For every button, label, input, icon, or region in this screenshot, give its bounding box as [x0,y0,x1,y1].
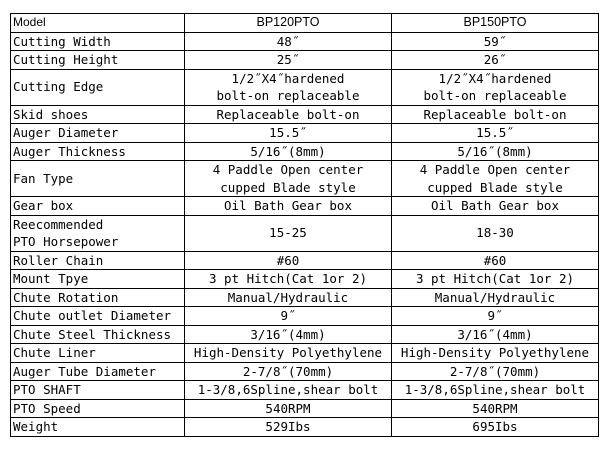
spec-label-line: Mount Tpye [13,271,89,286]
spec-table [10,13,599,437]
spec-value-bp150pto-line: 26˝ [483,52,507,67]
spec-value-bp150pto [392,418,599,437]
spec-label [11,362,185,381]
spec-value-bp150pto [392,105,599,124]
spec-label [11,51,185,70]
spec-row [11,142,599,161]
spec-label-line: Chute Liner [13,345,96,360]
spec-label-line: Fan Type [13,170,74,186]
spec-value-bp150pto-line: 59˝ [483,33,507,49]
spec-label-line: PTO Horsepower [13,234,119,249]
spec-value-bp150pto-line: 695Ibs [472,419,518,434]
spec-row [11,325,599,344]
spec-label [11,344,185,363]
spec-label [11,197,185,216]
spec-value-bp150pto-line: 3/16˝(4mm) [457,326,533,342]
spec-value-bp120pto-line: Oil Bath Gear box [224,198,352,213]
spec-value-bp120pto [185,270,392,289]
spec-row [11,270,599,289]
spec-row [11,418,599,437]
spec-value-bp120pto-line: 25˝ [276,52,300,67]
spec-row [11,161,599,197]
spec-row [11,251,599,270]
spec-value-bp120pto-line: 3/16˝(4mm) [250,326,326,342]
spec-label-line: Cutting Width [13,33,111,49]
spec-value-bp120pto-line: #60 [276,252,300,268]
spec-value-bp120pto-line: bolt-on replaceable [216,88,360,103]
spec-value-bp120pto-line: Replaceable bolt-on [216,106,360,122]
spec-value-bp120pto-line: 4 Paddle Open center [212,162,364,177]
spec-value-bp150pto [392,161,599,197]
spec-label-line: Cutting Height [13,52,119,67]
spec-value-bp120pto-line: 529Ibs [265,419,311,434]
header-model-bp120pto: BP120PTO [185,14,392,33]
spec-label-line: PTO Speed [13,400,81,416]
spec-label-line: Chute Rotation [13,289,119,305]
spec-value-bp120pto-line: cupped Blade style [220,179,356,195]
spec-value-bp150pto-line: 5/16˝(8mm) [457,143,533,159]
spec-value-bp150pto-line: 1-3/8,6Spline,shear bolt [404,382,586,397]
spec-row [11,381,599,400]
spec-row [11,307,599,326]
spec-value-bp120pto [185,161,392,197]
spec-value-bp150pto-line: 1/2˝X4˝hardened [438,70,552,86]
spec-label-line: Gear box [13,198,74,213]
spec-row [11,105,599,124]
spec-value-bp150pto [392,307,599,326]
spec-value-bp150pto-line: bolt-on replaceable [423,88,567,103]
spec-value-bp150pto [392,142,599,161]
spec-row [11,32,599,51]
spec-row [11,51,599,70]
spec-label [11,161,185,197]
spec-value-bp120pto [185,307,392,326]
spec-value-bp120pto-line: 5/16˝(8mm) [250,143,326,159]
spec-value-bp120pto [185,142,392,161]
spec-value-bp120pto [185,362,392,381]
spec-label-line: Chute outlet Diameter [13,308,172,323]
spec-value-bp120pto [185,197,392,216]
spec-label [11,325,185,344]
spec-label [11,215,185,251]
spec-value-bp120pto-line: 15-25 [269,225,307,241]
spec-value-bp150pto-line: 9˝ [487,308,503,323]
spec-row [11,197,599,216]
spec-label [11,251,185,270]
spec-value-bp150pto-line: 2-7/8˝(70mm) [449,363,541,379]
header-model-bp150pto: BP150PTO [392,14,599,33]
spec-row [11,288,599,307]
spec-value-bp150pto-line: 3 pt Hitch(Cat 1or 2) [415,271,575,286]
spec-value-bp150pto [392,270,599,289]
spec-value-bp120pto [185,215,392,251]
spec-value-bp150pto-line: High-Density Polyethylene [400,345,590,360]
header-row [11,14,599,33]
spec-value-bp120pto-line: 540RPM [265,400,311,416]
spec-label [11,32,185,51]
spec-value-bp120pto-line: 9˝ [280,308,296,323]
spec-value-bp120pto [185,325,392,344]
spec-value-bp150pto [392,251,599,270]
spec-value-bp120pto [185,344,392,363]
spec-value-bp150pto [392,288,599,307]
spec-value-bp150pto-line: 15.5˝ [476,125,514,140]
spec-label [11,381,185,400]
spec-value-bp120pto [185,288,392,307]
spec-value-bp120pto [185,69,392,105]
spec-value-bp150pto-line: 540RPM [472,400,518,416]
spec-value-bp150pto [392,197,599,216]
spec-row [11,69,599,105]
spec-label-line: Auger Tube Diameter [13,363,156,379]
spec-label-line: PTO SHAFT [13,382,81,397]
spec-label [11,105,185,124]
spec-label-line: Auger Thickness [13,143,126,159]
spec-label [11,270,185,289]
spec-value-bp150pto [392,69,599,105]
spec-label-line: Chute Steel Thickness [13,326,172,342]
spec-label-line: Auger Diameter [13,125,119,140]
spec-value-bp150pto [392,344,599,363]
spec-value-bp150pto [392,399,599,418]
spec-row [11,362,599,381]
spec-label [11,399,185,418]
spec-value-bp120pto-line: 2-7/8˝(70mm) [242,363,334,379]
spec-value-bp120pto-line: 3 pt Hitch(Cat 1or 2) [208,271,368,286]
spec-value-bp150pto [392,51,599,70]
spec-row [11,399,599,418]
spec-sheet [10,13,598,437]
spec-value-bp150pto-line: Manual/Hydraulic [434,289,556,305]
spec-value-bp120pto [185,418,392,437]
spec-value-bp150pto-line: 18-30 [476,225,514,241]
spec-value-bp150pto [392,325,599,344]
spec-value-bp150pto [392,362,599,381]
spec-label [11,307,185,326]
spec-label-line: Reecommended [13,216,104,232]
spec-value-bp150pto [392,215,599,251]
spec-value-bp120pto-line: 1/2˝X4˝hardened [231,70,345,86]
spec-value-bp150pto-line: Replaceable bolt-on [423,106,567,122]
spec-label [11,418,185,437]
header-model-label: Model [11,14,185,33]
spec-value-bp120pto [185,124,392,143]
spec-value-bp120pto [185,105,392,124]
spec-label [11,288,185,307]
spec-label-line: Cutting Edge [13,79,104,95]
spec-value-bp120pto [185,399,392,418]
spec-label-line: Skid shoes [13,106,89,122]
spec-value-bp120pto [185,251,392,270]
spec-row [11,344,599,363]
spec-value-bp150pto [392,32,599,51]
spec-value-bp120pto [185,51,392,70]
spec-row [11,124,599,143]
spec-label [11,142,185,161]
spec-label [11,69,185,105]
spec-label [11,124,185,143]
spec-value-bp120pto-line: Manual/Hydraulic [227,289,349,305]
spec-value-bp120pto-line: 15.5˝ [269,125,307,140]
spec-label-line: Weight [13,419,59,434]
spec-row [11,215,599,251]
spec-value-bp150pto-line: Oil Bath Gear box [431,198,559,213]
spec-label-line: Roller Chain [13,252,104,268]
spec-value-bp150pto-line: #60 [483,252,507,268]
spec-value-bp120pto [185,32,392,51]
spec-value-bp150pto-line: 4 Paddle Open center [419,162,571,177]
spec-value-bp150pto [392,124,599,143]
spec-value-bp120pto [185,381,392,400]
spec-value-bp120pto-line: 48˝ [276,33,300,49]
spec-value-bp120pto-line: 1-3/8,6Spline,shear bolt [197,382,379,397]
spec-value-bp150pto-line: cupped Blade style [427,179,563,195]
spec-value-bp150pto [392,381,599,400]
spec-value-bp120pto-line: High-Density Polyethylene [193,345,383,360]
